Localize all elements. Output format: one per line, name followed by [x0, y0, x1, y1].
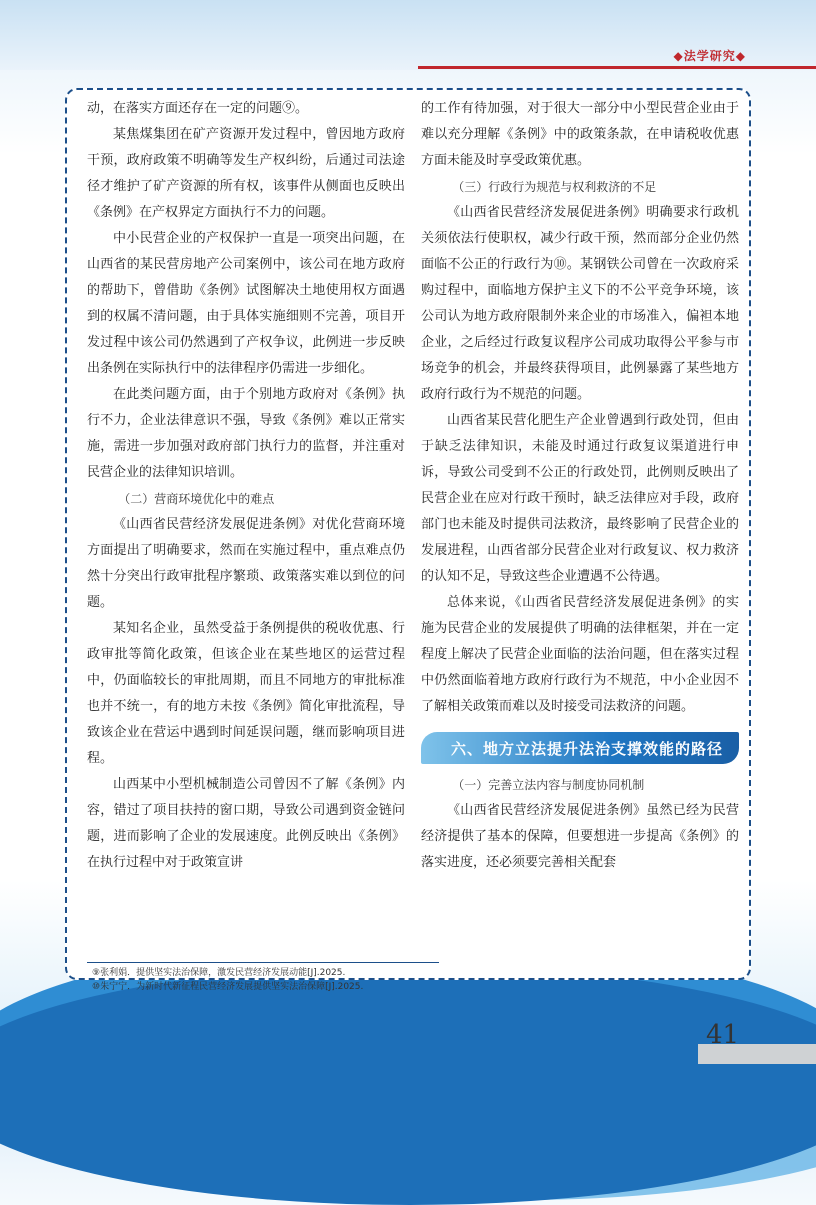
section-subheading: （一）完善立法内容与制度协同机制	[452, 778, 645, 792]
footnote-rule	[87, 962, 439, 963]
paragraph: 某焦煤集团在矿产资源开发过程中，曾因地方政府干预，政府政策不明确等发生产权纠纷，后通过司法途径才维护了矿产资源的所有权，该事件从侧面也反映出《条例》在产权界定方面执行不力的问题。	[87, 127, 405, 220]
bottom-wave-decoration	[0, 965, 816, 1205]
header-rule	[418, 66, 816, 69]
section-subheading: （二）营商环境优化中的难点	[118, 492, 275, 506]
footnotes	[92, 966, 363, 994]
right-column	[421, 96, 739, 876]
section-subheading: （三）行政行为规范与权利救济的不足	[452, 180, 657, 194]
paragraph: 总体来说，《山西省民营经济发展促进条例》的实施为民营企业的发展提供了明确的法律框架，并在一定程度上解决了民营企业面临的法治问题，但在落实过程中仍然面临着地方政府行政行为不规范，中小企业因不了解相关政策而难以及时接受司法救济的问题。	[421, 595, 739, 714]
footnote: ⑩朱宁宁．为新时代新征程民营经济发展提供坚实法治保障[J].2025.	[92, 982, 364, 992]
page-number: 41	[706, 1020, 740, 1050]
section-tag: ◆法学研究◆	[673, 49, 746, 63]
paragraph: 《山西省民营经济发展促进条例》虽然已经为民营经济提供了基本的保障，但要想进一步提高《条例》的落实进度，还必须要完善相关配套	[421, 803, 739, 870]
paragraph: 的工作有待加强，对于很大一部分中小型民营企业由于难以充分理解《条例》中的政策条款，在申请税收优惠方面未能及时享受政策优惠。	[421, 101, 739, 168]
footnote: ⑨张利娟．提供坚实法治保障，激发民营经济发展动能[J].2025.	[92, 968, 346, 978]
paragraph: 山西某中小型机械制造公司曾因不了解《条例》内容，错过了项目扶持的窗口期，导致公司遇到资金链问题，进而影响了企业的发展速度。此例反映出《条例》在执行过程中对于政策宣讲	[87, 777, 405, 870]
paragraph: 《山西省民营经济发展促进条例》对优化营商环境方面提出了明确要求，然而在实施过程中，重点难点仍然十分突出行政审批程序繁琐、政策落实难以到位的问题。	[87, 517, 405, 610]
paragraph: 某知名企业，虽然受益于条例提供的税收优惠、行政审批等简化政策，但该企业在某些地区的运营过程中，仍面临较长的审批周期，而且不同地方的审批标准也并不统一，有的地方未按《条例》简化审批流程，导致该企业在营运中遇到时间延误问题，继而影响项目进程。	[87, 621, 405, 766]
paragraph: 动，在落实方面还存在一定的问题⑨。	[87, 101, 309, 116]
paragraph: 《山西省民营经济发展促进条例》明确要求行政机关须依法行使职权，减少行政干预，然而部分企业仍然面临不公正的行政行为⑩。某钢铁公司曾在一次政府采购过程中，面临地方保护主义下的不公平竞争环境，该公司认为地方政府限制外来企业的市场准入，偏袒本地企业，之后经过行政复议程序公司成功取得公平参与市场竞争的机会，并最终获得项目，此例暴露了某些地方政府行政行为不规范的问题。	[421, 205, 739, 402]
section-banner-title: 六、地方立法提升法治支撑效能的路径	[451, 739, 724, 758]
paragraph: 山西省某民营化肥生产企业曾遇到行政处罚，但由于缺乏法律知识，未能及时通过行政复议渠道进行申诉，导致公司受到不公正的行政处罚，此例则反映出了民营企业在应对行政干预时，缺乏法律应对手段，政府部门也未能及时提供司法救济，最终影响了民营企业的发展进程，山西省部分民营企业对行政复议、权力救济的认知不足，导致这些企业遭遇不公待遇。	[421, 413, 739, 584]
paragraph: 在此类问题方面，由于个别地方政府对《条例》执行不力，企业法律意识不强，导致《条例》难以正常实施，需进一步加强对政府部门执行力的监督，并注重对民营企业的法律知识培训。	[87, 387, 405, 480]
section-banner	[421, 732, 739, 764]
paragraph: 中小民营企业的产权保护一直是一项突出问题，在山西省的某民营房地产公司案例中，该公司在地方政府的帮助下，曾借助《条例》试图解决土地使用权方面遇到的权属不清问题，由于具体实施细则不完善，项目开发过程中该公司仍然遇到了产权争议，此例进一步反映出条例在实际执行中的法律程序仍需进一步细化。	[87, 231, 405, 376]
left-column	[87, 96, 405, 876]
